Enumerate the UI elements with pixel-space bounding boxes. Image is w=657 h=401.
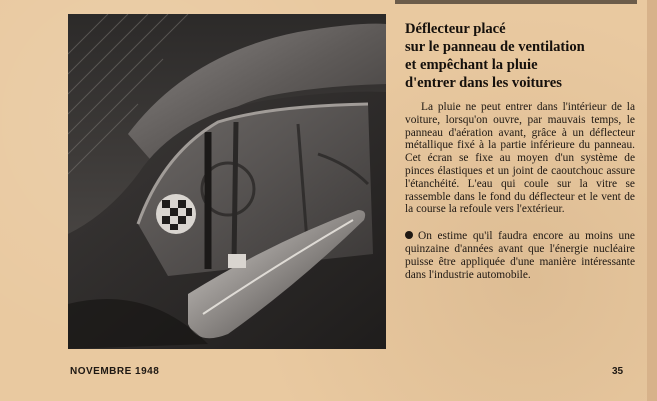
car-window-deflector-photo [68, 14, 386, 349]
top-rule [395, 0, 637, 4]
bullet-icon [405, 231, 413, 239]
article-body [405, 101, 635, 281]
article-headline [405, 20, 637, 92]
article-paragraph: La pluie ne peut entrer dans l'intérieur de la voiture, lorsqu'on ouvre, par mauvais temps, le panneau d'aération avant, grâce à un déflecteur métallique fixé à la partie inférieure du panneau. Cet écran se fixe au moyen d'un système de pinces élastiques et un joint de caoutchouc assure l'étanchéité. L'eau qui coule sur la vitre se rassemble dans le fond du déflecteur et le vent de la course la refoule vers l'extérieur. [405, 101, 635, 216]
page-number: 35 [612, 366, 624, 377]
article-paragraph-note [405, 230, 635, 281]
headline-line: d'entrer dans les voitures [405, 75, 562, 91]
page-edge [647, 0, 657, 401]
headline-line: Déflecteur placé [405, 21, 506, 37]
issue-date: NOVEMBRE 1948 [70, 366, 160, 377]
note-text: On estime qu'il faudra encore au moins une quinzaine d'années avant que l'énergie nucléaire puisse être appliquée d'une manière intéressante dans l'industrie automobile. [405, 230, 635, 281]
headline-line: et empêchant la pluie [405, 57, 538, 73]
headline-line: sur le panneau de ventilation [405, 39, 585, 55]
